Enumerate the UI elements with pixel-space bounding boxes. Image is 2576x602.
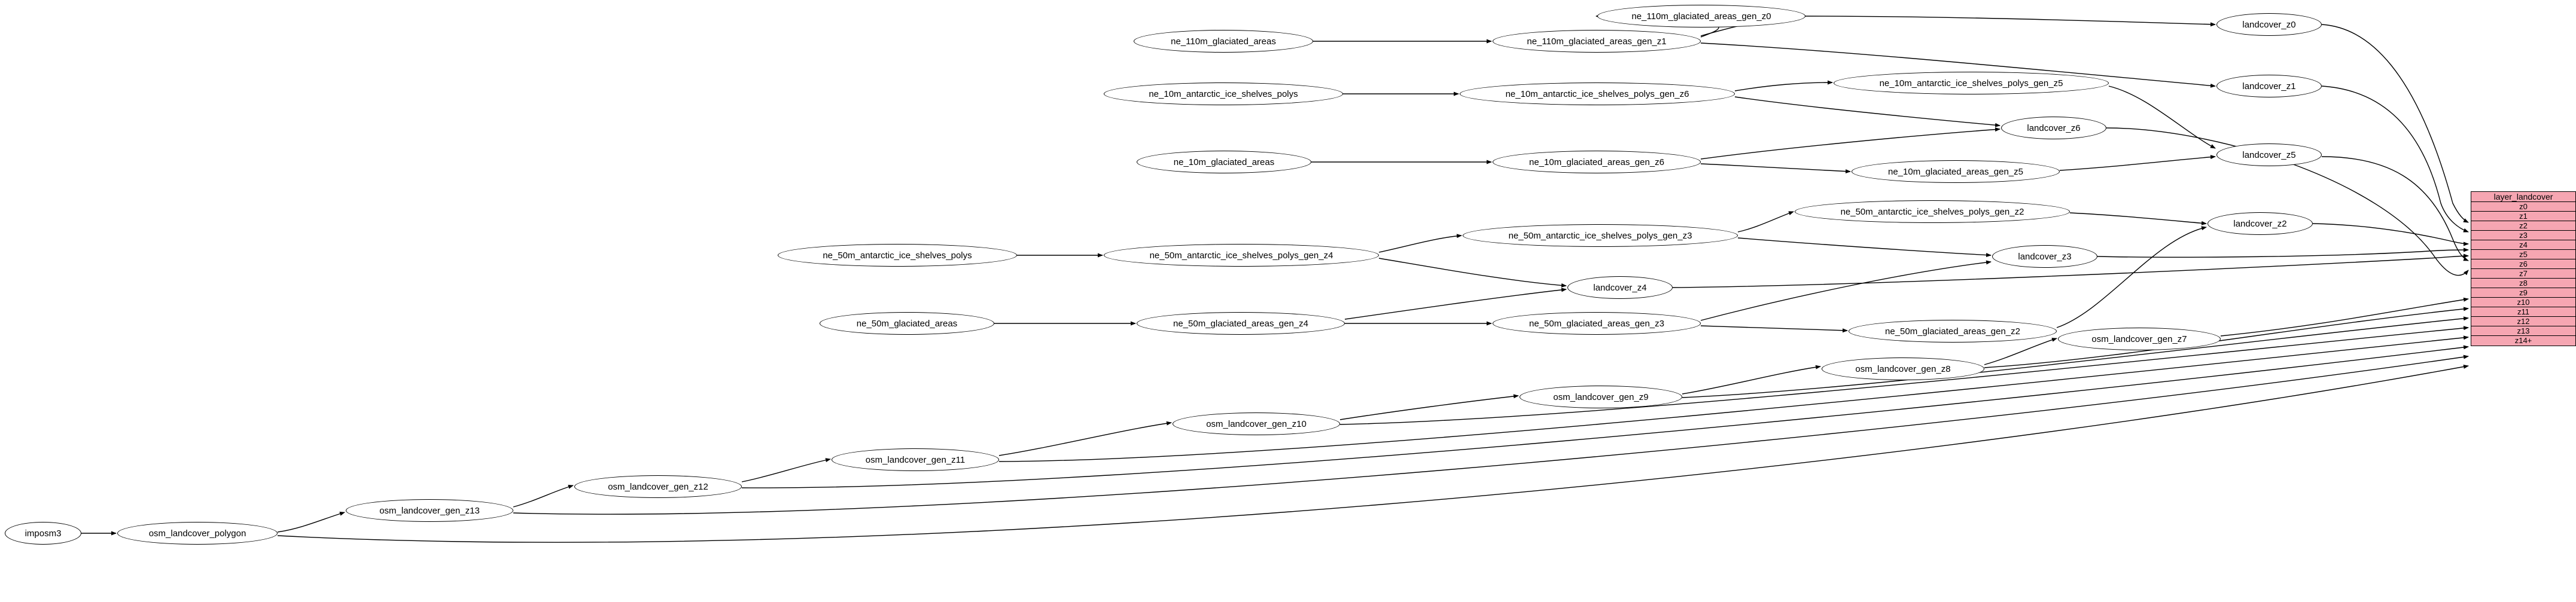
graph-node-label: osm_landcover_gen_z11 bbox=[865, 454, 966, 465]
graph-node-label: ne_50m_glaciated_areas_gen_z3 bbox=[1528, 318, 1664, 329]
graph-node-ne_50m_antarctic_ice_shelves_polys_gen_z4[interactable] bbox=[1104, 244, 1379, 267]
graph-node-label: ne_50m_antarctic_ice_shelves_polys_gen_z4 bbox=[1149, 250, 1333, 261]
layer-row-z14plus[interactable]: z14+ bbox=[2514, 336, 2532, 345]
graph-node-label: ne_50m_antarctic_ice_shelves_polys_gen_z2 bbox=[1840, 206, 2024, 217]
layer-row-z8[interactable]: z8 bbox=[2471, 279, 2575, 288]
graph-node-label: osm_landcover_polygon bbox=[148, 528, 246, 539]
graph-node-ne_50m_glaciated_areas_gen_z3[interactable] bbox=[1493, 312, 1701, 335]
graph-node-osm_landcover_polygon[interactable] bbox=[117, 522, 278, 545]
layer-row-z0[interactable]: z0 bbox=[2471, 202, 2575, 212]
graph-node-label: ne_110m_glaciated_areas bbox=[1171, 36, 1276, 47]
graph-node-label: ne_110m_glaciated_areas_gen_z0 bbox=[1631, 11, 1771, 22]
graph-node-ne_110m_glaciated_areas_gen_z0[interactable] bbox=[1597, 5, 1805, 27]
layer-row-z6[interactable]: z6 bbox=[2471, 259, 2575, 269]
graph-node-ne_10m_glaciated_areas_gen_z5[interactable] bbox=[1852, 160, 2060, 183]
layer-row-z13[interactable]: z13 bbox=[2471, 326, 2575, 336]
graph-node-ne_10m_glaciated_areas_gen_z6[interactable] bbox=[1493, 151, 1701, 173]
graph-node-osm_landcover_gen_z13[interactable] bbox=[346, 499, 513, 522]
graph-node-label: osm_landcover_gen_z12 bbox=[608, 481, 708, 492]
graph-node-ne_50m_glaciated_areas_gen_z2[interactable] bbox=[1849, 320, 2057, 343]
graph-node-label: landcover_z0 bbox=[2242, 19, 2296, 30]
graph-node-label: ne_10m_antarctic_ice_shelves_polys bbox=[1149, 88, 1298, 99]
graph-node-label: landcover_z4 bbox=[1593, 282, 1647, 293]
graph-node-ne_50m_glaciated_areas[interactable] bbox=[820, 312, 994, 335]
graph-node-label: ne_50m_glaciated_areas bbox=[856, 318, 958, 329]
graph-node-label: osm_landcover_gen_z7 bbox=[2091, 334, 2187, 344]
graph-node-label: landcover_z1 bbox=[2242, 81, 2296, 91]
graph-node-ne_10m_antarctic_ice_shelves_polys[interactable] bbox=[1104, 82, 1343, 105]
graph-node-osm_landcover_gen_z10[interactable] bbox=[1173, 412, 1340, 435]
graph-node-label: ne_50m_antarctic_ice_shelves_polys_gen_z3 bbox=[1508, 230, 1692, 241]
graph-node-ne_50m_glaciated_areas_gen_z4[interactable] bbox=[1137, 312, 1345, 335]
graph-node-ne_110m_glaciated_areas_gen_z1[interactable] bbox=[1493, 30, 1701, 53]
graph-node-landcover_z4[interactable] bbox=[1567, 276, 1673, 299]
graph-node-landcover_z3[interactable] bbox=[1992, 245, 2097, 268]
graph-node-osm_landcover_gen_z8[interactable] bbox=[1822, 357, 1984, 380]
layer-row-z12[interactable]: z12 bbox=[2471, 317, 2575, 326]
graph-node-label: ne_10m_glaciated_areas_gen_z6 bbox=[1528, 157, 1664, 167]
graph-node-landcover_z0[interactable] bbox=[2216, 13, 2322, 36]
graph-node-label: osm_landcover_gen_z8 bbox=[1855, 363, 1951, 374]
layer-row-z4[interactable]: z4 bbox=[2471, 240, 2575, 250]
graph-node-osm_landcover_gen_z11[interactable] bbox=[832, 448, 999, 471]
layer-landcover-box bbox=[2471, 191, 2576, 346]
graph-node-label: landcover_z3 bbox=[2018, 251, 2072, 262]
layer-row-z7[interactable]: z7 bbox=[2471, 269, 2575, 279]
graph-node-osm_landcover_gen_z9[interactable] bbox=[1520, 386, 1682, 408]
layer-landcover-title: layer_landcover bbox=[2471, 192, 2575, 202]
graph-node-ne_50m_antarctic_ice_shelves_polys_gen_z2[interactable] bbox=[1795, 200, 2070, 223]
layer-row-z11[interactable]: z11 bbox=[2471, 307, 2575, 317]
layer-row-z9[interactable]: z9 bbox=[2471, 288, 2575, 298]
graph-node-label: ne_10m_glaciated_areas bbox=[1173, 157, 1275, 167]
layer-row-z5[interactable]: z5 bbox=[2471, 250, 2575, 259]
graph-node-imposm3[interactable] bbox=[5, 522, 81, 545]
graph-node-landcover_z1[interactable] bbox=[2216, 75, 2322, 97]
graph-node-label: ne_50m_glaciated_areas_gen_z4 bbox=[1173, 318, 1308, 329]
graph-node-ne_10m_antarctic_ice_shelves_polys_gen_z5[interactable] bbox=[1834, 72, 2109, 94]
layer-row-z3[interactable]: z3 bbox=[2471, 231, 2575, 240]
graph-node-label: ne_10m_antarctic_ice_shelves_polys_gen_z6 bbox=[1505, 88, 1689, 99]
graph-node-label: osm_landcover_gen_z9 bbox=[1553, 392, 1649, 402]
graph-node-label: landcover_z2 bbox=[2233, 218, 2287, 229]
graph-node-label: ne_110m_glaciated_areas_gen_z1 bbox=[1527, 36, 1667, 47]
graph-node-ne_50m_antarctic_ice_shelves_polys[interactable] bbox=[778, 244, 1017, 267]
graph-node-label: ne_50m_antarctic_ice_shelves_polys bbox=[823, 250, 972, 261]
graph-node-label: osm_landcover_gen_z13 bbox=[379, 505, 480, 516]
graph-node-label: landcover_z6 bbox=[2027, 123, 2081, 133]
graph-node-label: ne_10m_antarctic_ice_shelves_polys_gen_z5 bbox=[1879, 78, 2063, 88]
graph-node-ne_50m_antarctic_ice_shelves_polys_gen_z3[interactable] bbox=[1463, 224, 1738, 247]
layer-row-z2[interactable]: z2 bbox=[2471, 221, 2575, 231]
graph-node-label: imposm3 bbox=[25, 528, 62, 539]
graph-node-landcover_z5[interactable] bbox=[2216, 143, 2322, 166]
graph-node-label: landcover_z5 bbox=[2242, 149, 2296, 160]
graph-node-landcover_z2[interactable] bbox=[2207, 212, 2313, 235]
graph-node-ne_10m_antarctic_ice_shelves_polys_gen_z6[interactable] bbox=[1460, 82, 1735, 105]
graph-node-osm_landcover_gen_z12[interactable] bbox=[574, 475, 742, 498]
graph-node-landcover_z6[interactable] bbox=[2001, 117, 2106, 139]
layer-row-z10[interactable]: z10 bbox=[2471, 298, 2575, 307]
graph-node-osm_landcover_gen_z7[interactable] bbox=[2058, 328, 2221, 350]
graph-node-ne_110m_glaciated_areas[interactable] bbox=[1134, 30, 1313, 53]
layer-row-z1[interactable]: z1 bbox=[2471, 212, 2575, 221]
graph-node-label: ne_50m_glaciated_areas_gen_z2 bbox=[1884, 326, 2020, 337]
graph-node-label: ne_10m_glaciated_areas_gen_z5 bbox=[1887, 166, 2023, 177]
graph-node-ne_10m_glaciated_areas[interactable] bbox=[1137, 151, 1311, 173]
graph-node-label: osm_landcover_gen_z10 bbox=[1206, 418, 1307, 429]
